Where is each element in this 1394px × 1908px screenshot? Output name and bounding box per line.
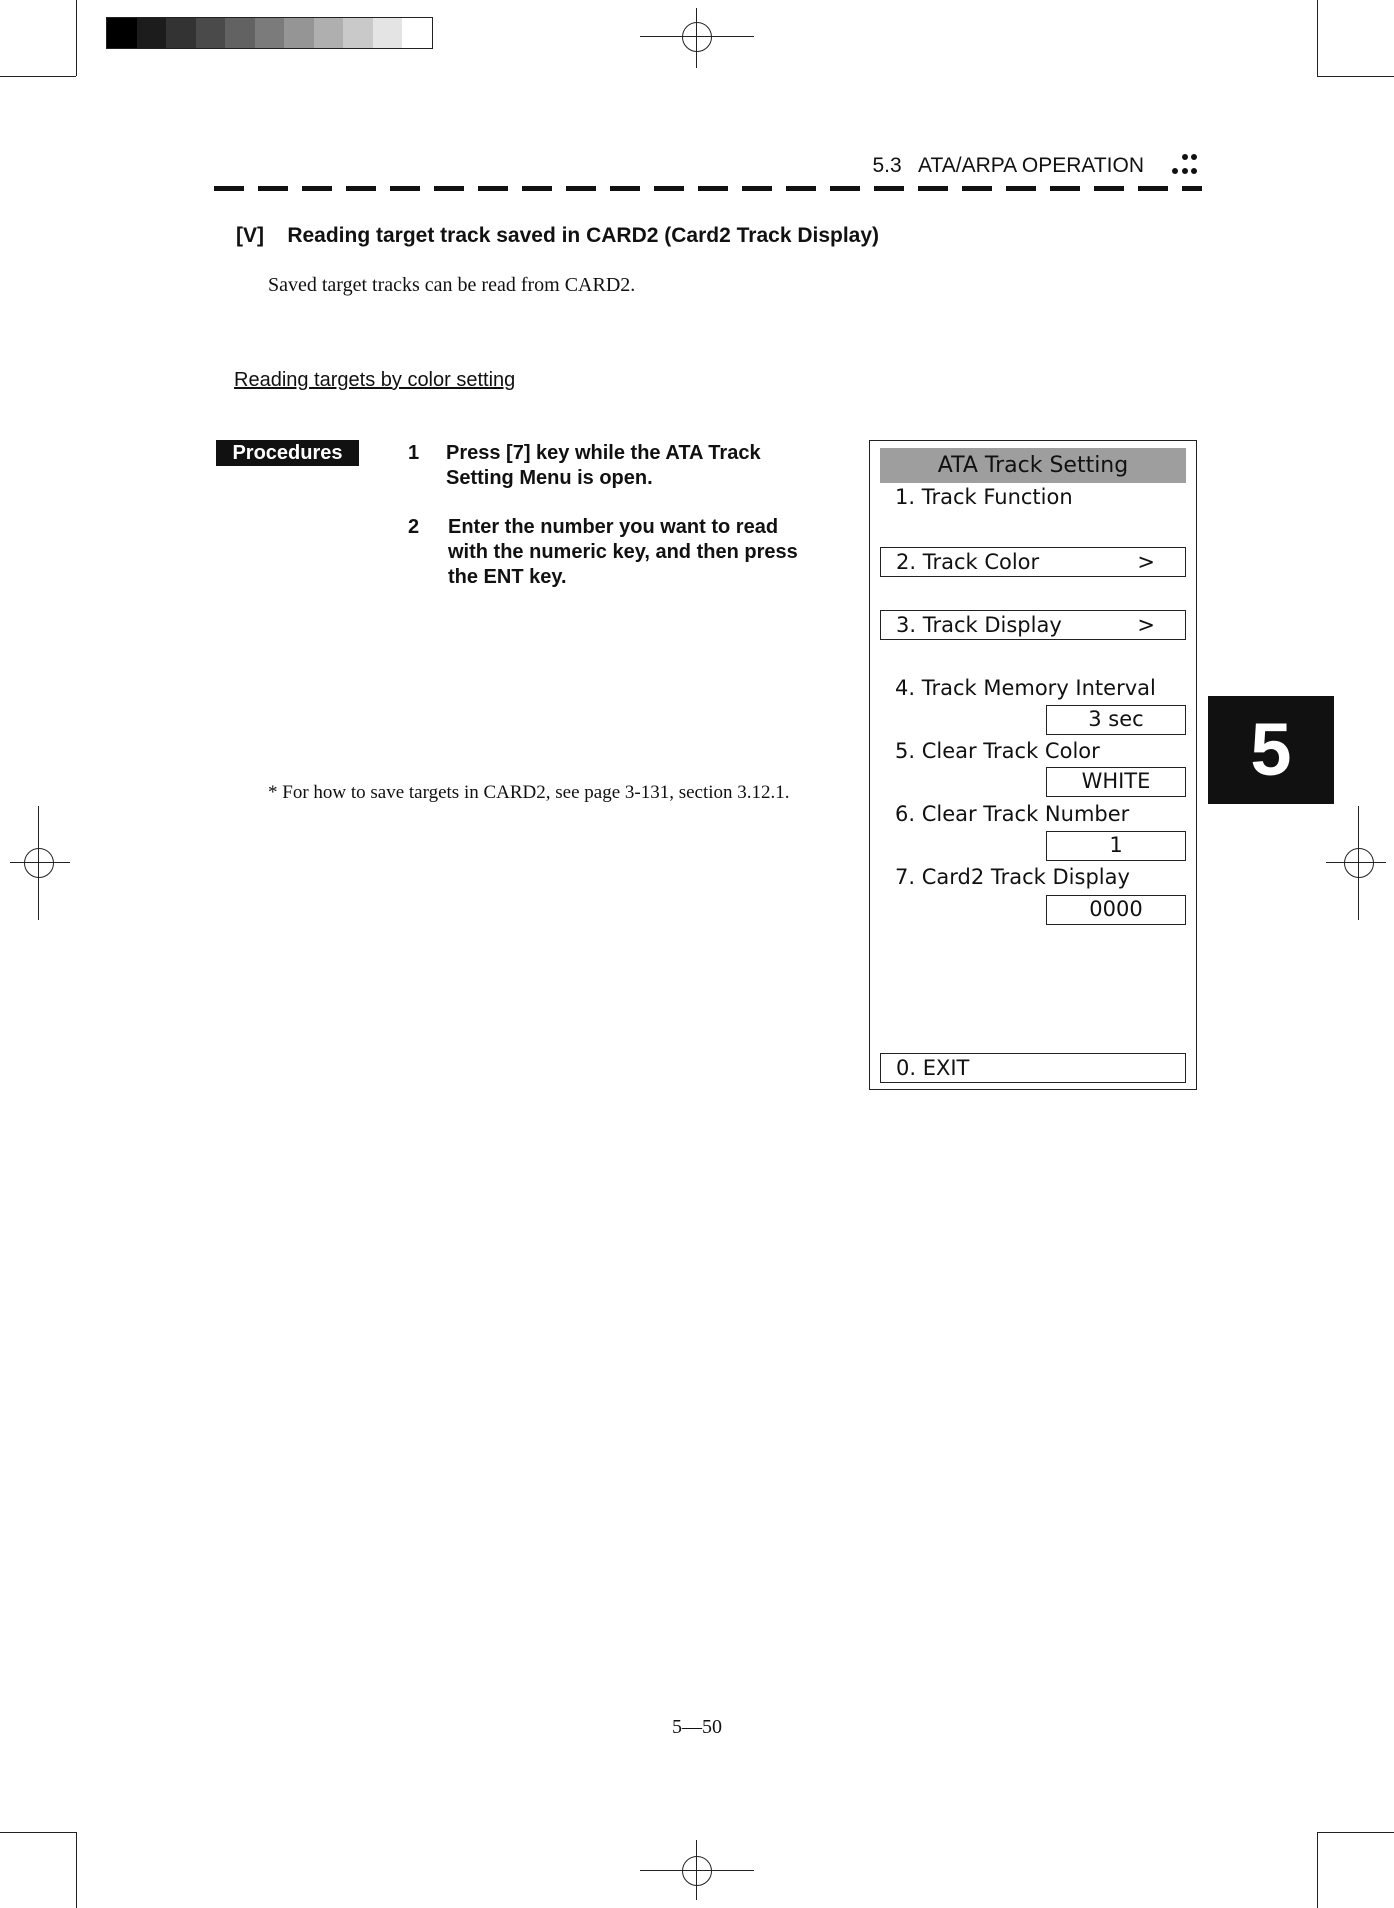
footnote: * For how to save targets in CARD2, see page 3-131, section 3.12.1. bbox=[268, 782, 790, 803]
clear-track-color-value[interactable]: WHITE bbox=[1046, 767, 1186, 797]
menu-item-track-color[interactable] bbox=[880, 547, 1186, 577]
step-text: Enter the number you want to read bbox=[448, 516, 779, 538]
section-title: [V] Reading target track saved in CARD2 (Card2 Track Display) bbox=[236, 224, 880, 247]
crop-mark bbox=[1317, 76, 1394, 77]
step-number: 2 bbox=[408, 516, 420, 538]
registration-mark-top bbox=[640, 8, 754, 68]
menu-item-label: 2. Track Color bbox=[896, 550, 1040, 574]
subheading: Reading targets by color setting bbox=[234, 369, 516, 391]
crop-mark bbox=[1317, 1832, 1394, 1833]
step-2 bbox=[408, 515, 858, 595]
step-text: with the numeric key, and then press bbox=[448, 541, 798, 563]
crop-mark bbox=[0, 1832, 76, 1833]
menu-item-clear-track-number[interactable]: 6. Clear Track Number bbox=[895, 802, 1130, 826]
chevron-right-icon: > bbox=[1137, 550, 1155, 574]
menu-item-label: 0. EXIT bbox=[896, 1056, 970, 1080]
menu-item-track-memory-interval[interactable]: 4. Track Memory Interval bbox=[895, 676, 1156, 700]
menu-item-track-display[interactable] bbox=[880, 610, 1186, 640]
registration-mark-right bbox=[1326, 806, 1386, 920]
clear-track-number-value[interactable]: 1 bbox=[1046, 831, 1186, 861]
track-memory-interval-value[interactable]: 3 sec bbox=[1046, 705, 1186, 735]
menu-item-track-function[interactable]: 1. Track Function bbox=[895, 485, 1073, 509]
menu-title: ATA Track Setting bbox=[880, 448, 1186, 483]
step-number: 1 bbox=[408, 442, 420, 464]
chevron-right-icon: > bbox=[1137, 613, 1155, 637]
crop-mark bbox=[76, 0, 77, 76]
registration-mark-bottom bbox=[640, 1840, 754, 1900]
ata-track-setting-menu bbox=[869, 440, 1197, 1090]
chapter-tab: 5 bbox=[1208, 696, 1334, 804]
dots-icon bbox=[1170, 152, 1200, 180]
step-text: Setting Menu is open. bbox=[446, 467, 653, 489]
crop-mark bbox=[1317, 0, 1318, 76]
step-text: Press [7] key while the ATA Track bbox=[446, 442, 761, 464]
menu-item-clear-track-color[interactable]: 5. Clear Track Color bbox=[895, 739, 1100, 763]
crop-mark bbox=[1317, 1832, 1318, 1908]
page-number: 5—50 bbox=[672, 1716, 722, 1738]
menu-item-label: 3. Track Display bbox=[896, 613, 1062, 637]
card2-track-display-value[interactable]: 0000 bbox=[1046, 895, 1186, 925]
menu-item-card2-track-display[interactable]: 7. Card2 Track Display bbox=[895, 865, 1130, 889]
running-head: 5.3 ATA/ARPA OPERATION bbox=[872, 154, 1144, 177]
step-1 bbox=[408, 441, 828, 501]
procedures-badge: Procedures bbox=[216, 440, 359, 466]
step-text: the ENT key. bbox=[448, 566, 567, 588]
registration-mark-left bbox=[10, 806, 70, 920]
header-rule bbox=[214, 186, 1202, 191]
menu-item-exit[interactable] bbox=[880, 1053, 1186, 1083]
intro-text: Saved target tracks can be read from CARD2. bbox=[268, 274, 636, 296]
crop-mark bbox=[0, 76, 76, 77]
grayscale-strip bbox=[106, 17, 433, 49]
crop-mark bbox=[76, 1832, 77, 1908]
